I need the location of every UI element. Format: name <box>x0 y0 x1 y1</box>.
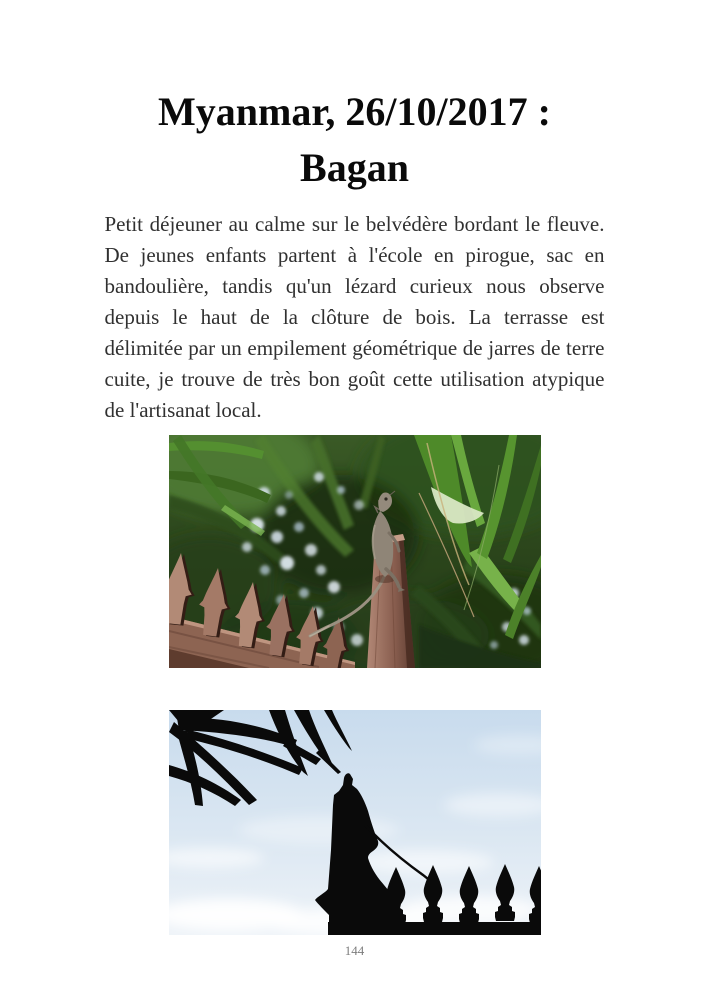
body-paragraph: Petit déjeuner au calme sur le belvédère bordant le fleuve. De jeunes enfants partent à l'école en pirogue, sac en bandoulière, tandis qu'un lézard curieux nous observe depuis le haut de la clôture de bois. La terrasse est délimitée par un empilement géométrique de jarres de terre cuite, je trouve de très bon goût cette utilisation atypique de l'artisanat local. <box>104 212 605 422</box>
silhouette-fence-finials-photo <box>169 710 541 935</box>
page-title <box>105 0 605 196</box>
silhouette-illustration <box>169 710 541 935</box>
content-column <box>105 0 605 960</box>
title-line-2: Bagan <box>300 145 409 190</box>
lizard-on-wooden-fence-photo <box>169 435 541 668</box>
page-number: 144 <box>344 943 365 958</box>
title-line-1: Myanmar, 26/10/2017 : <box>158 89 551 134</box>
lizard-fence-illustration <box>169 435 541 668</box>
fence-base-silhouette <box>328 922 541 935</box>
lizard-eye <box>384 497 387 500</box>
